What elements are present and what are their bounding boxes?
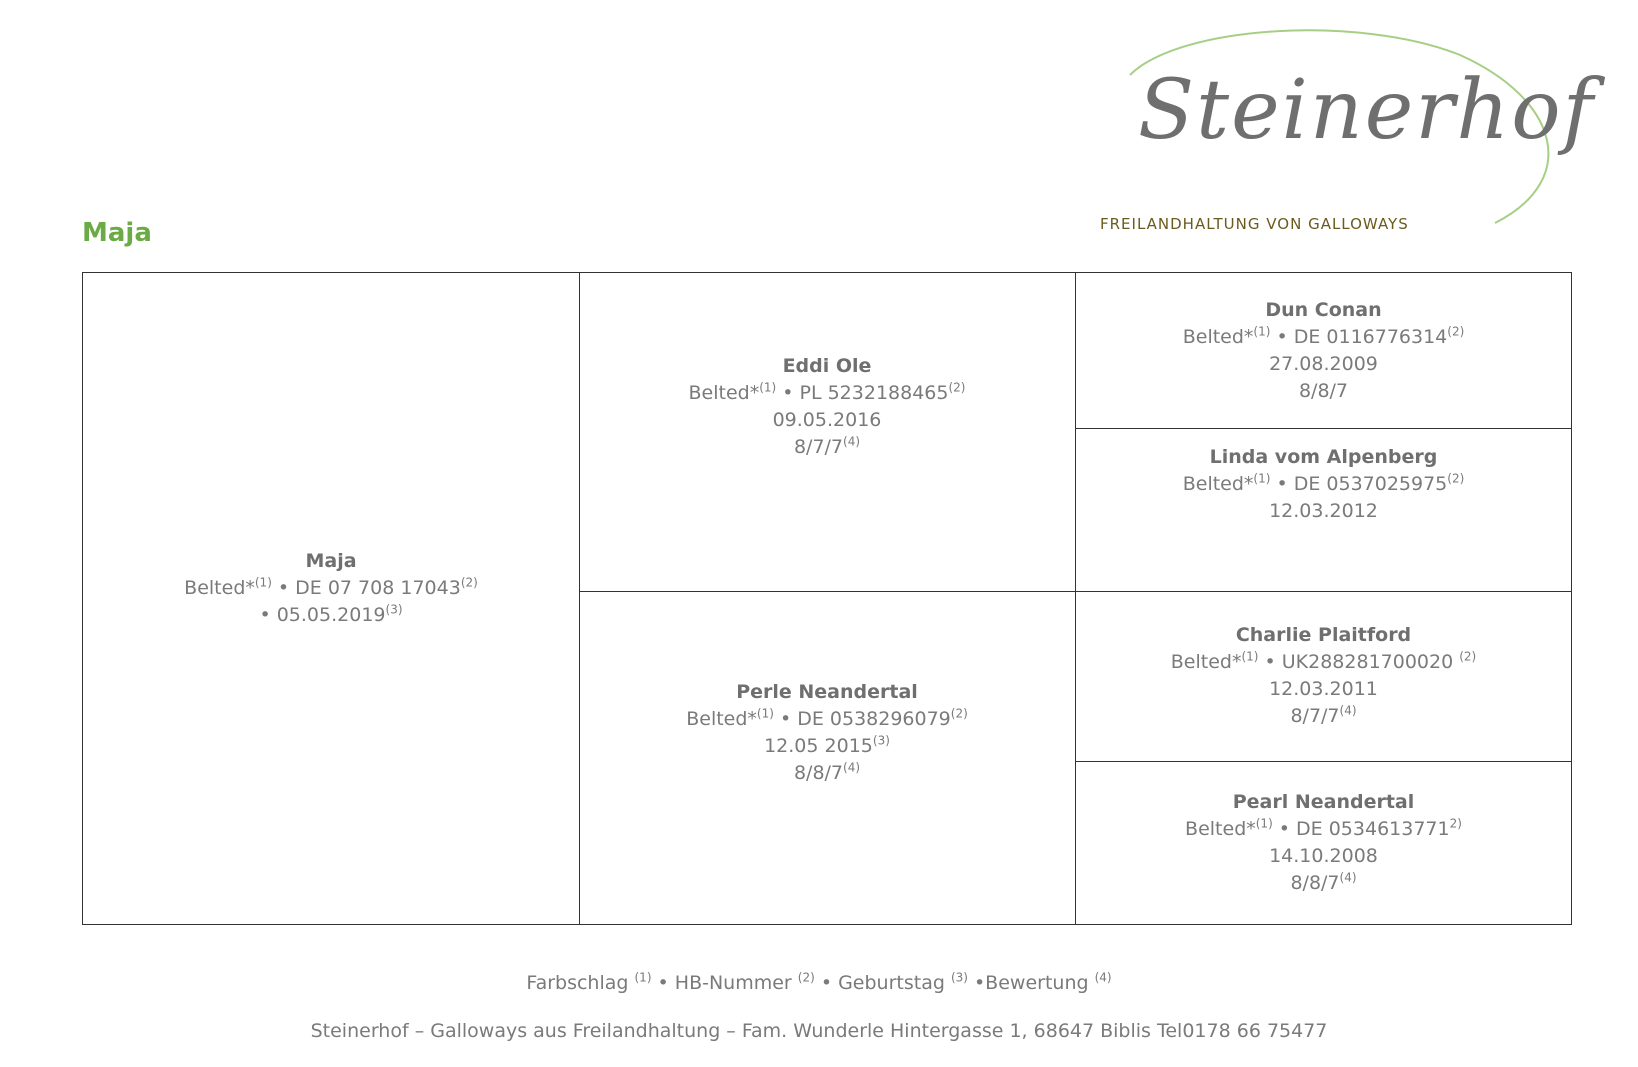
steinerhof-logo: [1100, 15, 1595, 245]
logo-tagline: FREILANDHALTUNG VON GALLOWAYS: [1100, 215, 1409, 233]
animal-color-hb: Belted*$^{(1)}$ • PL 5232188465$^{(2)}$: [688, 380, 966, 404]
animal-color-hb: Belted*$^{(1)}$ • DE 0534613771$^{2)}$: [1185, 816, 1462, 840]
animal-color-hb: Belted*$^{(1)}$ • DE 0537025975$^{(2)}$: [1182, 471, 1465, 495]
animal-name: Dun Conan: [1265, 298, 1382, 321]
animal-color-hb: Belted*$^{(1)}$ • UK288281700020 $^{(2)}$: [1170, 649, 1477, 673]
animal-name: Linda vom Alpenberg: [1209, 446, 1438, 468]
pedigree-subject-cell: [83, 273, 579, 924]
pedigree-grandparent-cell: [1075, 761, 1572, 924]
animal-name: Eddi Ole: [782, 355, 872, 377]
logo-wordmark: Steinerhof: [1138, 63, 1595, 158]
animal-name: Pearl Neandertal: [1232, 790, 1415, 813]
animal-birthdate: 14.10.2008: [1269, 844, 1378, 867]
pedigree-grandparent-cell: [1075, 591, 1572, 761]
animal-rating: 8/7/7$^{(4)}$: [793, 434, 861, 458]
animal-rating: 8/8/7: [1298, 379, 1349, 402]
animal-color-hb: Belted*$^{(1)}$ • DE 07 708 17043$^{(2)}$: [184, 575, 478, 599]
animal-birthdate: • 05.05.2019$^{(3)}$: [259, 602, 403, 626]
animal-birthdate: 27.08.2009: [1269, 352, 1378, 375]
animal-rating: 8/7/7$^{(4)}$: [1290, 703, 1357, 727]
pedigree-dam-cell: [579, 591, 1075, 924]
pedigree-table: [82, 272, 1572, 925]
animal-birthdate: 12.05 2015$^{(3)}$: [764, 733, 890, 757]
animal-birthdate: 12.03.2011: [1269, 678, 1378, 700]
animal-name: Maja: [305, 550, 357, 572]
footer-contact: Steinerhof – Galloways aus Freilandhaltung – Fam. Wunderle Hintergasse 1, 68647 Biblis Tel0178 66 75477: [310, 1020, 1328, 1042]
animal-rating: 8/8/7$^{(4)}$: [793, 760, 861, 784]
page-title: Maja: [82, 218, 152, 248]
pedigree-grandparent-cell: [1075, 273, 1572, 428]
animal-color-hb: Belted*$^{(1)}$ • DE 0538296079$^{(2)}$: [686, 706, 968, 730]
pedigree-grandparent-cell: [1075, 428, 1572, 591]
animal-name: Charlie Plaitford: [1235, 624, 1412, 646]
animal-birthdate: 09.05.2016: [772, 409, 882, 431]
animal-name: Perle Neandertal: [736, 680, 918, 703]
animal-birthdate: 12.03.2012: [1269, 500, 1378, 522]
animal-color-hb: Belted*$^{(1)}$ • DE 0116776314$^{(2)}$: [1182, 324, 1465, 348]
pedigree-sire-cell: [579, 273, 1075, 591]
animal-rating: 8/8/7$^{(4)}$: [1290, 870, 1357, 894]
field-legend: Farbschlag $^{(1)}$ • HB-Nummer $^{(2)}$ • Geburtstag $^{(3)}$ •Bewertung $^{(4)}$: [526, 970, 1112, 994]
